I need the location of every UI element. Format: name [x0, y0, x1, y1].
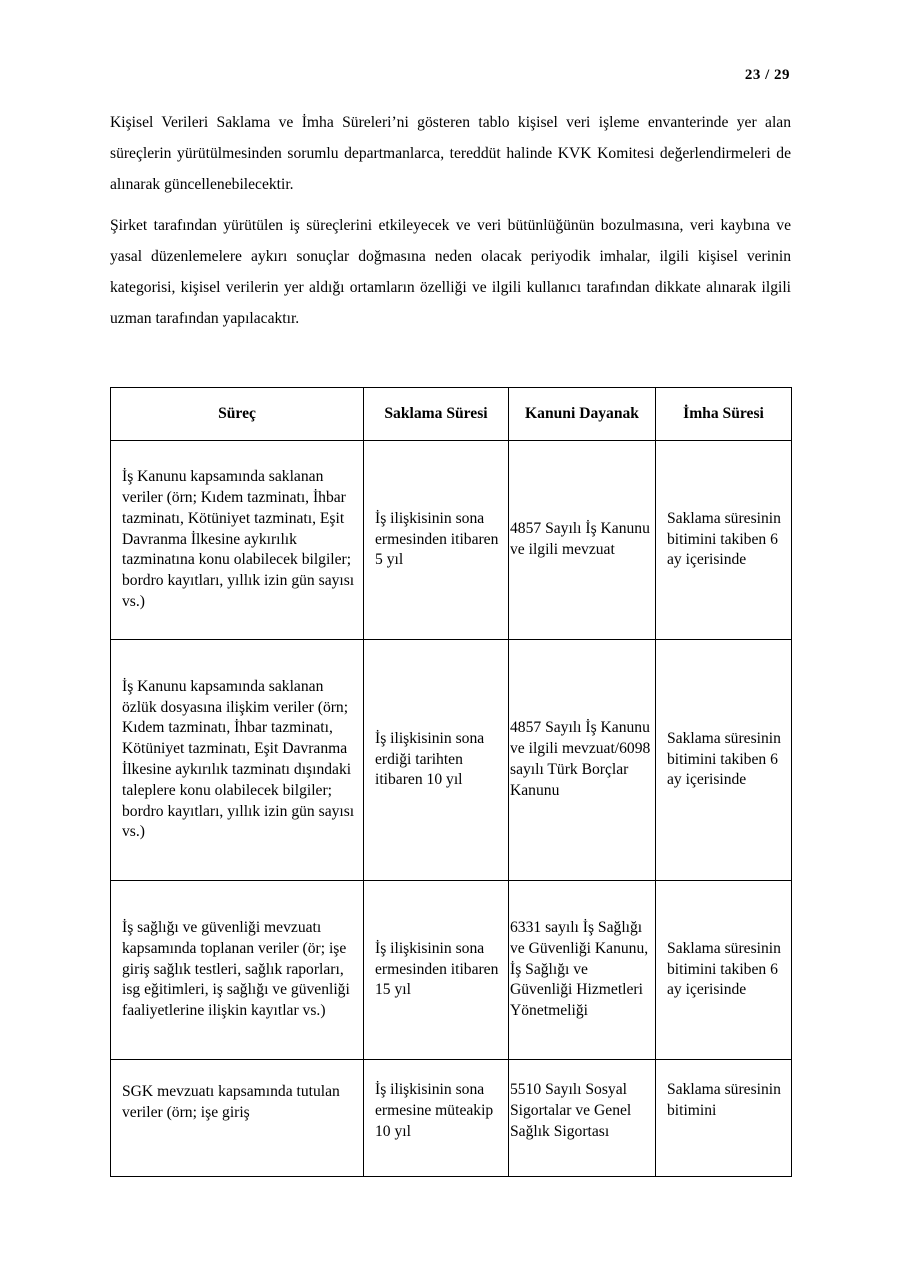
header-retention-period: Saklama Süresi — [364, 388, 509, 441]
header-destruction-period: İmha Süresi — [656, 388, 792, 441]
cell-retention-period: İş ilişkisinin sona ermesinden itibaren 15 yıl — [364, 881, 509, 1060]
header-process: Süreç — [111, 388, 364, 441]
retention-table — [110, 387, 792, 1177]
cell-legal-basis: 6331 sayılı İş Sağlığı ve Güvenliği Kanunu, İş Sağlığı ve Güvenliği Hizmetleri Yönetmeliği — [509, 881, 656, 1060]
cell-process: İş Kanunu kapsamında saklanan veriler (örn; Kıdem tazminatı, İhbar tazminatı, Kötüniyet tazminatı, Eşit Davranma İlkesine aykırılık tazminatına konu olabilecek bilgiler; bordro kayıtları, yıllık izin gün sayısı vs.) — [111, 441, 364, 640]
cell-retention-period: İş ilişkisinin sona ermesine müteakip 10 yıl — [364, 1060, 509, 1177]
cell-destruction-period: Saklama süresinin bitimini — [656, 1060, 792, 1177]
header-legal-basis: Kanuni Dayanak — [509, 388, 656, 441]
cell-process: SGK mevzuatı kapsamında tutulan veriler (örn; işe giriş — [111, 1060, 364, 1177]
cell-retention-period: İş ilişkisinin sona ermesinden itibaren 5 yıl — [364, 441, 509, 640]
intro-paragraph: Kişisel Verileri Saklama ve İmha Süreleri’ni gösteren tablo kişisel veri işleme envanterinde yer alan süreçlerin yürütülmesinden sorumlu departmanlarca, tereddüt halinde KVK Komitesi değerlendirmeleri de alınarak güncellenebilecektir. — [110, 114, 791, 193]
table-row — [111, 441, 792, 640]
intro-paragraph: Şirket tarafından yürütülen iş süreçlerini etkileyecek ve veri bütünlüğünün bozulmasına, veri kaybına ve yasal düzenlemelere aykırı sonuçlar doğmasına neden olacak periyodik imhalar, ilgili kişisel verinin kategorisi, kişisel verilerin yer aldığı ortamların özelliği ve ilgili kullanıcı tarafından dikkate alınarak ilgili uzman tarafından yapılacaktır. — [110, 217, 791, 327]
table-row — [111, 1060, 792, 1177]
cell-legal-basis: 4857 Sayılı İş Kanunu ve ilgili mevzuat/6098 sayılı Türk Borçlar Kanunu — [509, 640, 656, 881]
cell-legal-basis: 4857 Sayılı İş Kanunu ve ilgili mevzuat — [509, 441, 656, 640]
page-number: 23 / 29 — [744, 67, 790, 83]
table-row — [111, 640, 792, 881]
cell-destruction-period: Saklama süresinin bitimini takiben 6 ay içerisinde — [656, 640, 792, 881]
cell-process: İş sağlığı ve güvenliği mevzuatı kapsamında toplanan veriler (ör; işe giriş sağlık testleri, sağlık raporları, isg eğitimleri, iş sağlığı ve güvenliği faaliyetlerine ilişkin kayıtlar vs.) — [111, 881, 364, 1060]
cell-legal-basis: 5510 Sayılı Sosyal Sigortalar ve Genel Sağlık Sigortası — [509, 1060, 656, 1177]
intro-text — [110, 107, 791, 334]
cell-retention-period: İş ilişkisinin sona erdiği tarihten itibaren 10 yıl — [364, 640, 509, 881]
table-row — [111, 881, 792, 1060]
cell-destruction-period: Saklama süresinin bitimini takiben 6 ay içerisinde — [656, 881, 792, 1060]
cell-process: İş Kanunu kapsamında saklanan özlük dosyasına ilişkim veriler (örn; Kıdem tazminatı, İhbar tazminatı, Kötüniyet tazminatı, Eşit Davranma İlkesine aykırılık tazminatı dışındaki taleplere konu olabilecek bilgiler; bordro kayıtları, yıllık izin gün sayısı vs.) — [111, 640, 364, 881]
cell-destruction-period: Saklama süresinin bitimini takiben 6 ay içerisinde — [656, 441, 792, 640]
table-header-row — [111, 388, 792, 441]
